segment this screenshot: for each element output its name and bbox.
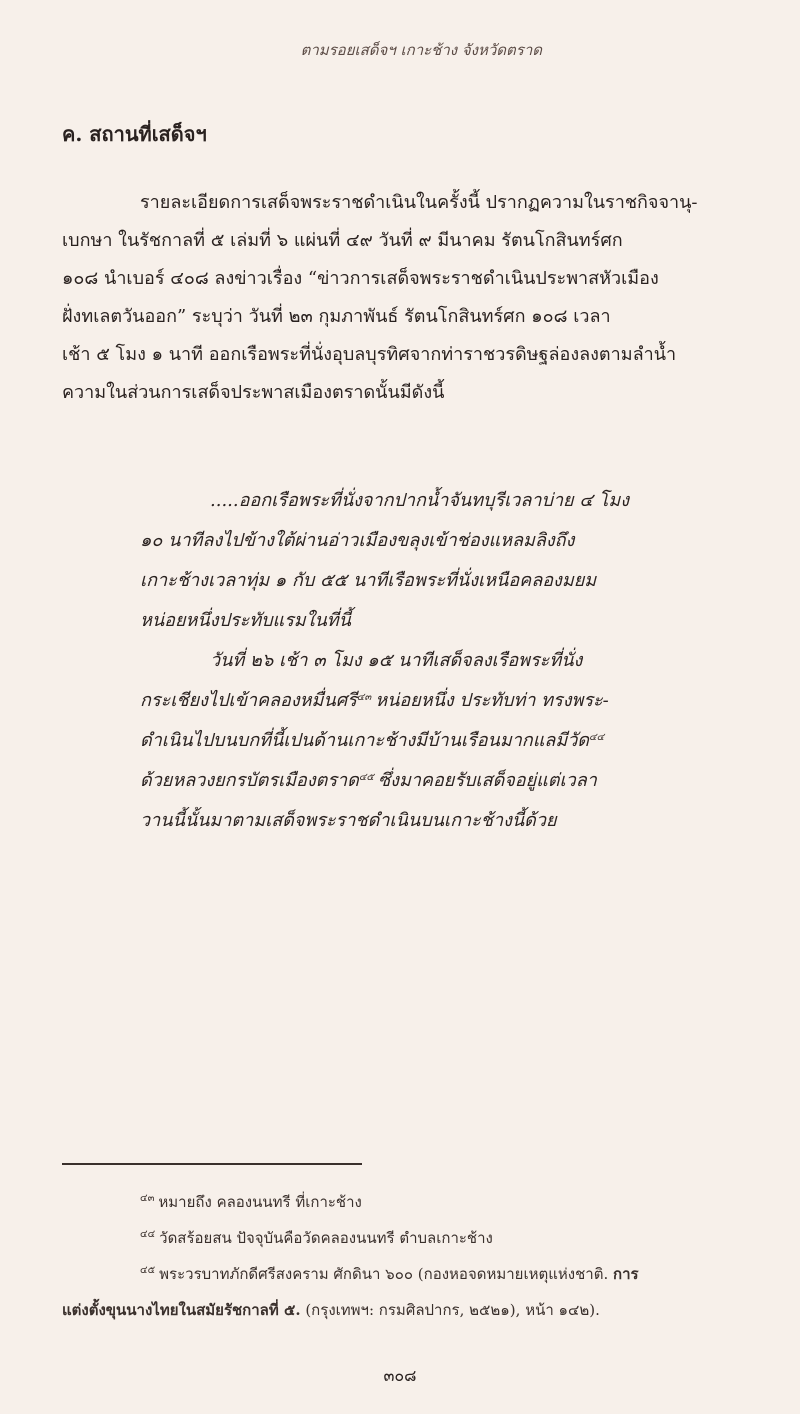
- footnote-title: แต่งตั้งขุนนางไทยในสมัยรัชกาลที่ ๕.: [62, 1301, 301, 1319]
- footnote-mark: ๔๔: [140, 1229, 156, 1240]
- footnote-44: [140, 1226, 493, 1250]
- page-number: ๓๐๘: [383, 1366, 417, 1385]
- quote-text: ซึ่งมาคอยรับเสด็จอยู่แต่เวลา: [377, 770, 597, 791]
- quote-line: หน่อยหนึ่งประทับแรมในที่นี้: [140, 610, 351, 631]
- paragraph-line: เบกษา ในรัชกาลที่ ๕ เล่มที่ ๖ แผ่นที่ ๔๙ วันที่ ๙ มีนาคม รัตนโกสินทร์ศก: [62, 230, 623, 251]
- quote-line: วานนี้นั้นมาตามเสด็จพระราชดำเนินบนเกาะช้างนี้ด้วย: [140, 810, 557, 831]
- quote-line: วันที่ ๒๖ เช้า ๓ โมง ๑๕ นาทีเสด็จลงเรือพระที่นั่ง: [210, 650, 583, 671]
- footnote-43: [140, 1190, 362, 1214]
- footnote-text: วัดสร้อยสน ปัจจุบันคือวัดคลองนนทรี ตำบลเกาะช้าง: [159, 1229, 493, 1247]
- footnote-title-start: การ: [613, 1265, 639, 1283]
- note-mark-43: ๔๓: [356, 692, 372, 703]
- note-marker: [357, 692, 375, 710]
- paragraph-line: เช้า ๕ โมง ๑ นาที ออกเรือพระที่นั่งอุบลบุรทิศจากท่าราชวรดิษฐล่องลงตามลำน้ำ: [62, 344, 677, 365]
- note-mark-45: ๔๕: [358, 772, 374, 783]
- quote-text: กระเชียงไปเข้าคลองหมื่นศรี: [140, 690, 357, 711]
- note-marker: [589, 732, 608, 750]
- paragraph-line: ความในส่วนการเสด็จประพาสเมืองตราดนั้นมีดังนี้: [62, 382, 445, 403]
- footnote-45: [140, 1262, 639, 1286]
- footnote-citation: (กรุงเทพฯ: กรมศิลปากร, ๒๕๒๑), หน้า ๑๔๒).: [300, 1301, 600, 1319]
- quote-line: เกาะช้างเวลาทุ่ม ๑ กับ ๕๕ นาทีเรือพระที่นั่งเหนือคลองมยม: [140, 570, 597, 591]
- quote-line: .....ออกเรือพระที่นั่งจากปากน้ำจันทบุรีเวลาบ่าย ๔ โมง: [210, 490, 629, 511]
- quote-line: ๑๐ นาทีลงไปข้างใต้ผ่านอ่าวเมืองขลุงเข้าช่องแหลมลิงถึง: [140, 530, 575, 551]
- quote-text: ด้วยหลวงยกรบัตรเมืองตราด: [140, 770, 359, 791]
- quote-line: [140, 685, 609, 714]
- footnote-45-continued: [62, 1298, 600, 1322]
- footnote-mark: ๔๕: [140, 1265, 156, 1276]
- paragraph-line: ฝั่งทเลตวันออก” ระบุว่า วันที่ ๒๓ กุมภาพันธ์ รัตนโกสินทร์ศก ๑๐๘ เวลา: [62, 306, 611, 327]
- note-mark-44: ๔๔: [589, 732, 605, 743]
- section-title: ค. สถานที่เสด็จฯ: [62, 122, 207, 146]
- paragraph-line: รายละเอียดการเสด็จพระราชดำเนินในครั้งนี้ ปรากฏความในราชกิจจานุ-: [140, 192, 698, 213]
- footnote-mark: ๔๓: [140, 1193, 155, 1204]
- quote-line: [140, 765, 597, 794]
- quote-text: หน่อยหนึ่ง ประทับท่า ทรงพระ-: [375, 690, 609, 711]
- footnote-text: พระวรบาทภักดีศรีสงคราม ศักดินา ๖๐๐ (กองหอจดหมายเหตุแห่งชาติ.: [159, 1265, 609, 1283]
- paragraph-line: ๑๐๘ นำเบอร์ ๔๐๘ ลงข่าวเรื่อง “ข่าวการเสด็จพระราชดำเนินประพาสหัวเมือง: [62, 268, 659, 289]
- quote-text: ดำเนินไปบนบกที่นี้เปนด้านเกาะช้างมีบ้านเรือนมากแลมีวัด: [140, 730, 589, 751]
- running-head: ตามรอยเสด็จฯ เกาะช้าง จังหวัดตราด: [300, 41, 542, 59]
- footnote-text: หมายถึง คลองนนทรี ที่เกาะช้าง: [158, 1193, 362, 1211]
- footnote-divider: [62, 1163, 362, 1165]
- quote-line: [140, 725, 608, 754]
- note-marker: [359, 772, 378, 790]
